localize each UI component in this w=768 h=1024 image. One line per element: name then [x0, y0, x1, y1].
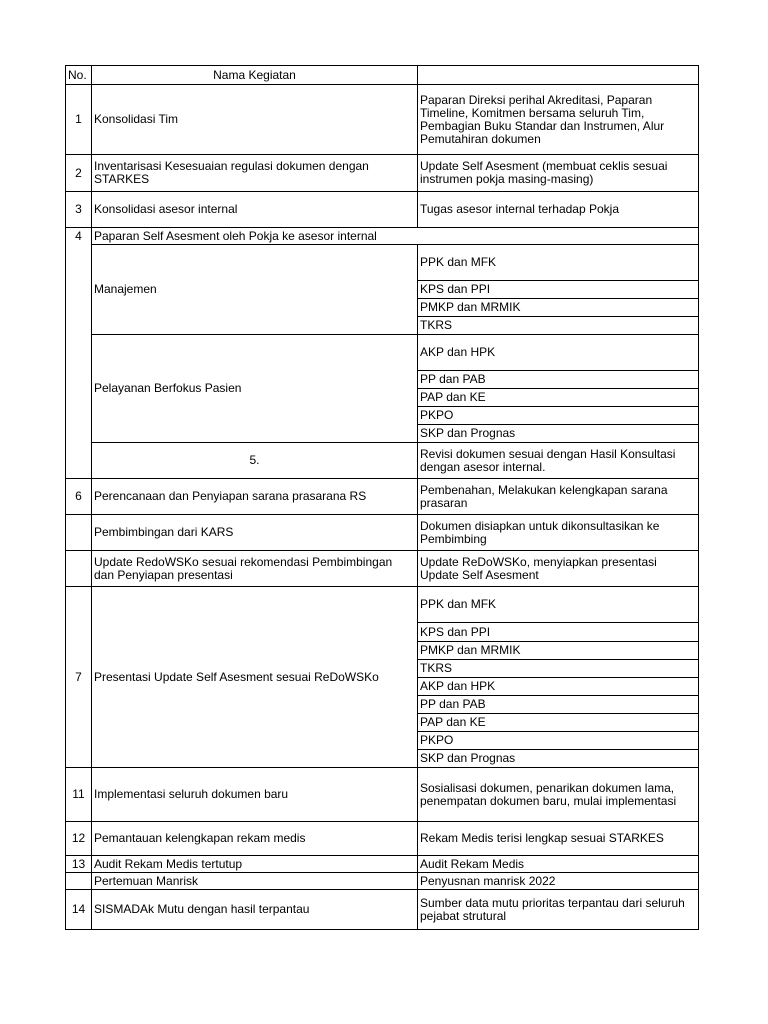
pokja-item: SKP dan Prognas — [418, 425, 699, 443]
pokja-item: PKPO — [418, 407, 699, 425]
table-row — [66, 768, 699, 822]
activity-name: Revisi dokumen sesuai dengan Hasil Konsultasi dengan asesor internal. — [418, 443, 699, 479]
pokja-item: PAP dan KE — [418, 389, 699, 407]
activity-name: Inventarisasi Kesesuaian regulasi dokumen dengan STARKES — [92, 155, 418, 192]
table-row — [66, 228, 699, 245]
pokja-item: PAP dan KE — [418, 714, 699, 732]
row-number: 7 — [66, 587, 92, 768]
activity-name: Perencanaan dan Penyiapan sarana prasarana RS — [92, 479, 418, 515]
sub-activity-name: Manajemen — [92, 245, 418, 335]
table-row — [66, 335, 699, 371]
pokja-item: PKPO — [418, 732, 699, 750]
activity-detail: Dokumen disiapkan untuk dikonsultasikan ke Pembimbing — [418, 515, 699, 551]
activity-detail: Tugas asesor internal terhadap Pokja — [418, 192, 699, 228]
activity-name: Pertemuan Manrisk — [92, 873, 418, 890]
pokja-item: KPS dan PPI — [418, 281, 699, 299]
row-number — [66, 551, 92, 587]
activity-name: Audit Rekam Medis tertutup — [92, 856, 418, 873]
row-number: 4 — [66, 228, 92, 479]
pokja-item: TKRS — [418, 660, 699, 678]
row-number — [66, 515, 92, 551]
pokja-item: PP dan PAB — [418, 371, 699, 389]
table-row — [66, 245, 699, 281]
pokja-item: SKP dan Prognas — [418, 750, 699, 768]
pokja-item: TKRS — [418, 317, 699, 335]
table-row — [66, 515, 699, 551]
table-row — [66, 155, 699, 192]
activity-detail: Audit Rekam Medis — [418, 856, 699, 873]
activity-name: Konsolidasi asesor internal — [92, 192, 418, 228]
header-name: Nama Kegiatan — [92, 66, 418, 85]
activity-name: Pemantauan kelengkapan rekam medis — [92, 822, 418, 856]
row-number: 11 — [66, 768, 92, 822]
row-number: 6 — [66, 479, 92, 515]
row-number: 13 — [66, 856, 92, 873]
row-number: 5. — [92, 443, 418, 479]
activity-name: SISMADAk Mutu dengan hasil terpantau — [92, 890, 418, 930]
table-row — [66, 479, 699, 515]
pokja-item: PMKP dan MRMIK — [418, 299, 699, 317]
activity-name: Presentasi Update Self Asesment sesuai ReDoWSKo — [92, 587, 418, 768]
pokja-item: PP dan PAB — [418, 696, 699, 714]
activity-name: Pembimbingan dari KARS — [92, 515, 418, 551]
header-detail — [418, 66, 699, 85]
activity-detail: Paparan Direksi perihal Akreditasi, Paparan Timeline, Komitmen bersama seluruh Tim, Pembagian Buku Standar dan Instrumen, Alur Pemutahiran dokumen — [418, 85, 699, 155]
header-no: No. — [66, 66, 92, 85]
table-row — [66, 873, 699, 890]
activity-detail: Pembenahan, Melakukan kelengkapan sarana prasaran — [418, 479, 699, 515]
activity-name: Implementasi seluruh dokumen baru — [92, 768, 418, 822]
activity-detail: Sosialisasi dokumen, penarikan dokumen lama, penempatan dokumen baru, mulai implementasi — [418, 768, 699, 822]
pokja-item: PPK dan MFK — [418, 245, 699, 281]
pokja-item: PPK dan MFK — [418, 587, 699, 623]
activity-table — [65, 65, 699, 930]
row-number: 1 — [66, 85, 92, 155]
pokja-item: AKP dan HPK — [418, 678, 699, 696]
activity-name: Konsolidasi Tim — [92, 85, 418, 155]
table-row — [66, 587, 699, 623]
table-row — [66, 443, 699, 479]
table-row — [66, 551, 699, 587]
activity-detail: Sumber data mutu prioritas terpantau dari seluruh pejabat strutural — [418, 890, 699, 930]
pokja-item: KPS dan PPI — [418, 623, 699, 642]
table-row — [66, 822, 699, 856]
sub-activity-name: Pelayanan Berfokus Pasien — [92, 335, 418, 443]
row-number: 14 — [66, 890, 92, 930]
table-row — [66, 890, 699, 930]
row-number — [66, 873, 92, 890]
activity-detail: Update Self Asesment (membuat ceklis sesuai instrumen pokja masing-masing) — [418, 155, 699, 192]
table-row — [66, 85, 699, 155]
activity-detail: Update ReDoWSKo, menyiapkan presentasi Update Self Asesment — [418, 551, 699, 587]
row-number: 2 — [66, 155, 92, 192]
pokja-item: AKP dan HPK — [418, 335, 699, 371]
header-row — [66, 66, 699, 85]
table-row — [66, 192, 699, 228]
activity-detail: Penyusnan manrisk 2022 — [418, 873, 699, 890]
row-number: 12 — [66, 822, 92, 856]
row-number: 3 — [66, 192, 92, 228]
table-row — [66, 856, 699, 873]
activity-name: Update RedoWSKo sesuai rekomendasi Pembimbingan dan Penyiapan presentasi — [92, 551, 418, 587]
activity-detail: Rekam Medis terisi lengkap sesuai STARKES — [418, 822, 699, 856]
activity-name: Paparan Self Asesment oleh Pokja ke asesor internal — [92, 228, 699, 245]
pokja-item: PMKP dan MRMIK — [418, 642, 699, 660]
